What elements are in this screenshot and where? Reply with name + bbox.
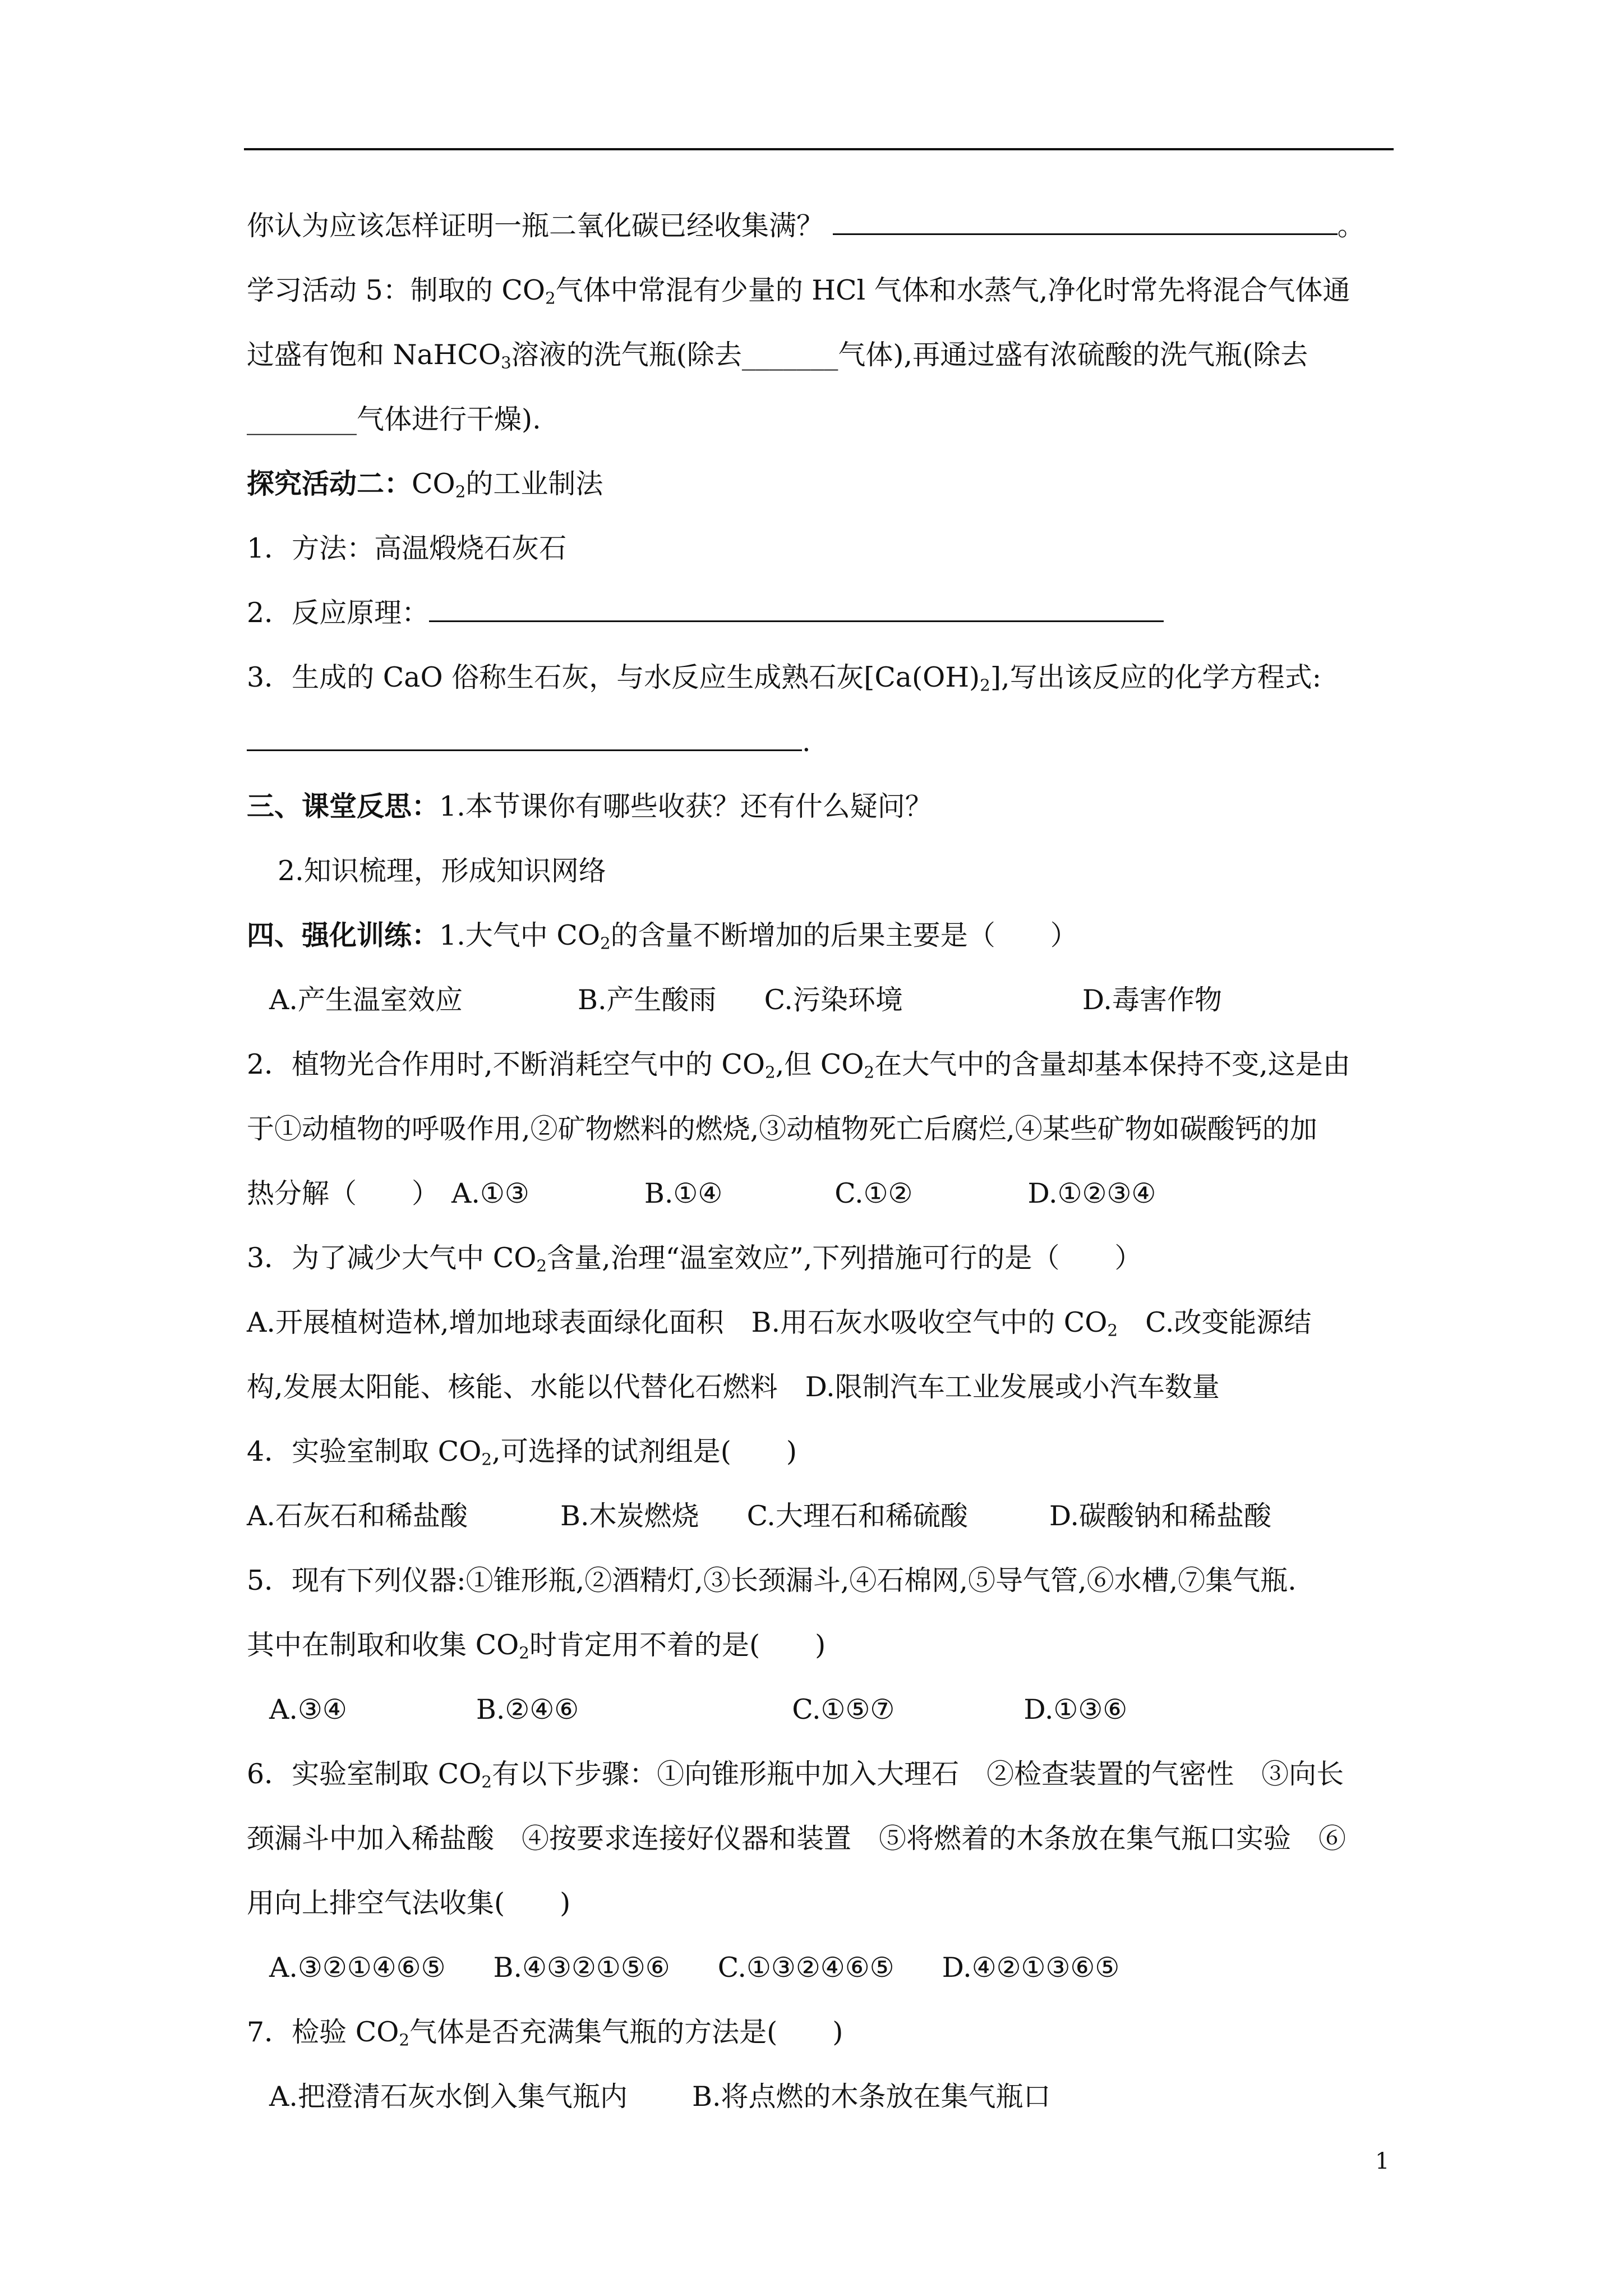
q3-line3[interactable]: 构,发展太阳能、核能、水能以代替化石燃料 D.限制汽车工业发展或小汽车数量 xyxy=(247,1371,1220,1403)
q3-options-ab[interactable]: A.开展植树造林,增加地球表面绿化面积 B.用石灰水吸收空气中的 CO xyxy=(247,1306,1108,1338)
option-c[interactable]: C.大理石和稀硫酸 xyxy=(746,1500,968,1532)
option-d[interactable]: D.碳酸钠和稀盐酸 xyxy=(1049,1500,1272,1532)
subscript: 2 xyxy=(399,2030,410,2050)
period: . xyxy=(802,726,811,758)
question-text: 你认为应该怎样证明一瓶二氧化碳已经收集满？ xyxy=(247,210,824,242)
option-c[interactable]: C.①② xyxy=(834,1177,913,1209)
q5-line1: 5．现有下列仪器:①锥形瓶,②酒精灯,③长颈漏斗,④石棉网,⑤导气管,⑥水槽,⑦集气瓶. xyxy=(247,1565,1297,1596)
section-heading: 四、强化训练： xyxy=(247,919,440,951)
option-a[interactable]: A.石灰石和稀盐酸 xyxy=(247,1500,468,1532)
q4-line1 xyxy=(247,1419,1396,1484)
reflection-line1 xyxy=(247,774,1396,839)
section-heading: 三、课堂反思： xyxy=(247,790,440,822)
q4-options xyxy=(247,1484,1396,1548)
option-b[interactable]: B.木炭燃烧 xyxy=(560,1500,699,1532)
option-b[interactable]: B.②④⑥ xyxy=(476,1694,579,1726)
q2-text-b: ,但 CO xyxy=(775,1048,864,1080)
option-d[interactable]: D.①③⑥ xyxy=(1023,1694,1128,1726)
option-d[interactable]: D.毒害作物 xyxy=(1082,984,1223,1016)
activity5-text-c: 过盛有饱和 NaHCO xyxy=(247,339,501,371)
option-c[interactable]: C.污染环境 xyxy=(764,984,903,1016)
q7-text-a: 7．检验 CO xyxy=(247,2016,399,2048)
page-number: 1 xyxy=(1375,2148,1390,2174)
q1-text-a: 1.大气中 CO xyxy=(439,919,601,951)
q3-line2 xyxy=(247,1290,1396,1355)
training-q1 xyxy=(247,903,1396,968)
option-a[interactable]: A.③②①④⑥⑤ xyxy=(269,1952,446,1984)
document-body xyxy=(247,194,1396,2129)
q5-line2 xyxy=(247,1613,1396,1677)
item3-text-b: ],写出该反应的化学方程式: xyxy=(990,661,1322,693)
activity5-line2 xyxy=(247,323,1396,387)
subscript: 2 xyxy=(1107,1320,1118,1340)
q6-text-b: 有以下步骤：①向锥形瓶中加入大理石 ②检查装置的气密性 ③向长 xyxy=(492,1758,1344,1790)
option-b[interactable]: B.④③②①⑤⑥ xyxy=(493,1952,670,1984)
q6-line3: 用向上排空气法收集( ) xyxy=(247,1887,571,1919)
subscript: 2 xyxy=(519,1643,529,1663)
subscript: 2 xyxy=(481,1450,492,1469)
option-a[interactable]: A.①③ xyxy=(451,1177,529,1209)
subscript: 2 xyxy=(980,675,990,695)
explore2-item3-answer xyxy=(247,710,1396,774)
item3-text-a: 3．生成的 CaO 俗称生石灰，与水反应生成熟石灰[Ca(OH) xyxy=(247,661,980,693)
option-a[interactable]: A.把澄清石灰水倒入集气瓶内 xyxy=(269,2081,628,2113)
activity5-line1 xyxy=(247,258,1396,323)
q5-text-a: 其中在制取和收集 CO xyxy=(247,1629,519,1661)
q2-text-c: 在大气中的含量却基本保持不变,这是由 xyxy=(874,1048,1350,1080)
heading-formula: CO xyxy=(412,468,455,500)
option-a[interactable]: A.③④ xyxy=(269,1694,347,1726)
q2-text-d: 热分解（ ） xyxy=(247,1177,440,1209)
q2-line2: 于①动植物的呼吸作用,②矿物燃料的燃烧,③动植物死亡后腐烂,④某些矿物如碳酸钙的加 xyxy=(247,1113,1317,1145)
q7-line1 xyxy=(247,2000,1396,2064)
q7-options xyxy=(247,2064,1396,2129)
reaction-blank[interactable] xyxy=(429,598,1164,622)
subscript: 3 xyxy=(501,353,511,372)
activity5-text-f: 气体进行干燥). xyxy=(357,403,541,435)
option-a[interactable]: A.产生温室效应 xyxy=(269,984,463,1016)
option-d[interactable]: D.①②③④ xyxy=(1027,1177,1156,1209)
section-heading: 探究活动二： xyxy=(247,467,412,500)
option-b[interactable]: B.产生酸雨 xyxy=(577,984,717,1016)
q6-text-a: 6．实验室制取 CO xyxy=(247,1758,482,1790)
subscript: 2 xyxy=(600,933,611,953)
q3-text-a: 3．为了减少大气中 CO xyxy=(247,1242,537,1274)
subscript: 2 xyxy=(765,1062,776,1082)
subscript: 2 xyxy=(545,288,556,308)
option-b[interactable]: B.①④ xyxy=(644,1177,723,1209)
q2-text-a: 2．植物光合作用时,不断消耗空气中的 CO xyxy=(247,1048,765,1080)
item-label: 2．反应原理： xyxy=(247,597,430,629)
q2-line1 xyxy=(247,1032,1396,1097)
explore2-item1: 1．方法：高温煅烧石灰石 xyxy=(247,532,567,564)
subscript: 2 xyxy=(455,482,466,501)
option-c[interactable]: C.①③②④⑥⑤ xyxy=(717,1952,895,1984)
reflection-line2: 2.知识梳理，形成知识网络 xyxy=(278,855,606,887)
q1-options xyxy=(247,968,1396,1032)
explore2-item3 xyxy=(247,645,1396,710)
explore2-title xyxy=(247,452,1396,516)
header-rule xyxy=(244,148,1394,150)
q3-option-c-start[interactable]: C.改变能源结 xyxy=(1118,1306,1312,1338)
option-b[interactable]: B.将点燃的木条放在集气瓶口 xyxy=(691,2081,1051,2113)
q5-options xyxy=(247,1677,1396,1742)
q6-line1 xyxy=(247,1742,1396,1806)
reflection-q1: 1.本节课你有哪些收获？还有什么疑问？ xyxy=(439,790,933,822)
explore2-item2 xyxy=(247,581,1396,645)
q5-text-b: 时肯定用不着的是( ) xyxy=(529,1629,826,1661)
option-d[interactable]: D.④②①③⑥⑤ xyxy=(942,1952,1120,1984)
activity5-text-b: 气体中常混有少量的 HCl 气体和水蒸气,净化时常先将混合气体通 xyxy=(555,274,1350,306)
q6-line2: 颈漏斗中加入稀盐酸 ④按要求连接好仪器和装置 ⑤将燃着的木条放在集气瓶口实验 ⑥ xyxy=(247,1823,1347,1855)
subscript: 2 xyxy=(481,1772,492,1792)
q3-line1 xyxy=(247,1226,1396,1290)
fill-blank-2[interactable]: ________ xyxy=(247,403,357,435)
heading-rest: 的工业制法 xyxy=(465,468,603,500)
fill-blank-1[interactable]: _______ xyxy=(741,339,838,371)
answer-blank[interactable] xyxy=(833,211,1338,235)
q6-options xyxy=(247,1935,1396,2000)
activity5-text-d: 溶液的洗气瓶(除去 xyxy=(511,339,742,371)
activity5-text-e: 气体),再通过盛有浓硫酸的洗气瓶(除去 xyxy=(838,339,1308,371)
activity5-line3 xyxy=(247,387,1396,452)
subscript: 2 xyxy=(864,1062,875,1082)
q4-text-b: ,可选择的试剂组是( ) xyxy=(492,1435,797,1467)
equation-blank[interactable] xyxy=(247,727,802,751)
q3-text-b: 含量,治理“温室效应”,下列措施可行的是（ ） xyxy=(547,1242,1142,1274)
q4-text-a: 4．实验室制取 CO xyxy=(247,1435,482,1467)
q2-line3 xyxy=(247,1161,1396,1226)
activity5-text-a: 学习活动 5：制取的 CO xyxy=(247,274,545,306)
q7-text-b: 气体是否充满集气瓶的方法是( ) xyxy=(409,2016,843,2048)
option-c[interactable]: C.①⑤⑦ xyxy=(792,1694,895,1726)
subscript: 2 xyxy=(536,1256,547,1276)
q1-text-b: 的含量不断增加的后果主要是（ ） xyxy=(610,919,1078,951)
question-line-collect-full xyxy=(247,194,1396,258)
period: 。 xyxy=(1337,210,1365,242)
